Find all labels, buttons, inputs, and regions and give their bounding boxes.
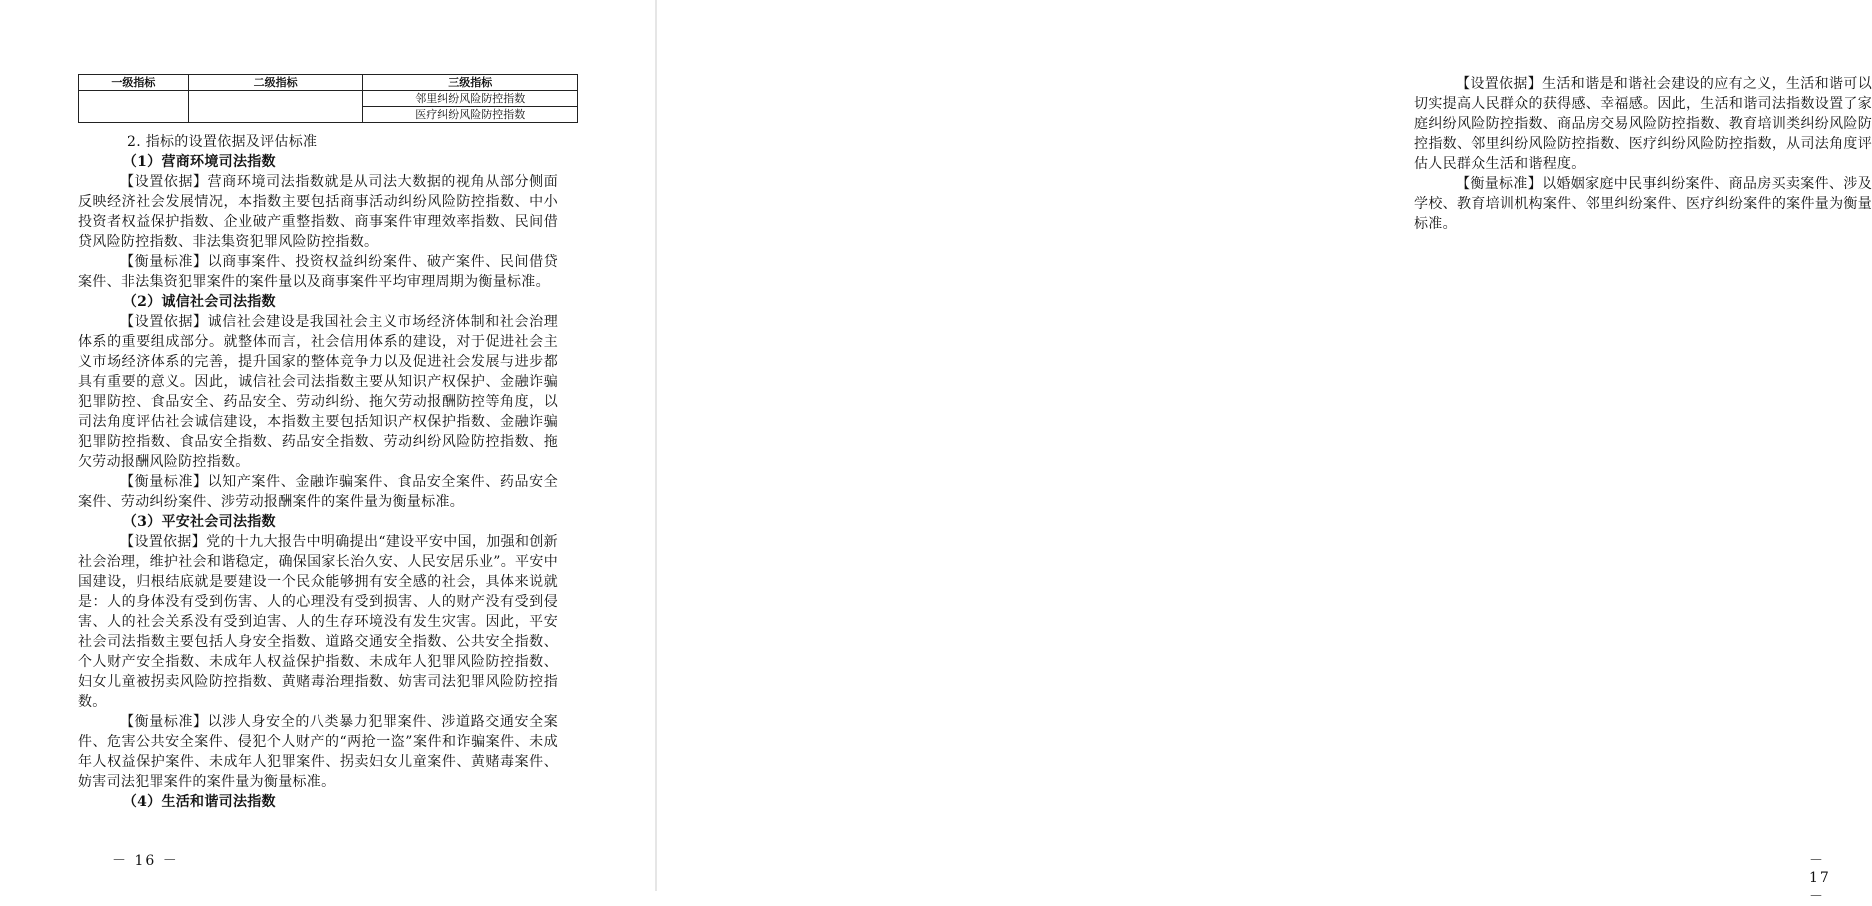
paragraph-standard: 【衡量标准】以涉人身安全的八类暴力犯罪案件、涉道路交通安全案件、危害公共安全案件、侵犯个人财产的“两抢一盗”案件和诈骗案件、未成年人权益保护案件、未成年人犯罪案件、拐卖妇女儿童案件、黄赌毒案件、妨害司法犯罪案件的案件量为衡量标准。 xyxy=(78,714,558,790)
table-cell: 邻里纠纷风险防控指数 xyxy=(363,91,578,107)
page-17 xyxy=(657,0,1872,905)
paragraph-standard: 【衡量标准】以商事案件、投资权益纠纷案件、破产案件、民间借贷案件、非法集资犯罪案件的案件量以及商事案件平均审理周期为衡量标准。 xyxy=(78,254,558,290)
header-level-1: 一级指标 xyxy=(79,75,189,91)
subsection-title: （1）营商环境司法指数 xyxy=(122,154,276,170)
table-cell: 医疗纠纷风险防控指数 xyxy=(363,107,578,123)
paragraph-standard: 【衡量标准】以知产案件、金融诈骗案件、食品安全案件、药品安全案件、劳动纠纷案件、涉劳动报酬案件的案件量为衡量标准。 xyxy=(78,474,558,510)
paragraph-basis: 【设置依据】党的十九大报告中明确提出“建设平安中国，加强和创新社会治理，维护社会和谐稳定，确保国家长治久安、人民安居乐业”。平安中国建设，归根结底就是要建设一个民众能够拥有安全感的社会，具体来说就是：人的身体没有受到伤害、人的心理没有受到损害、人的财产没有受到侵害、人的社会关系没有受到迫害、人的生存环境没有发生灾害。因此，平安社会司法指数主要包括人身安全指数、道路交通安全指数、公共安全指数、个人财产安全指数、未成年人权益保护指数、未成年人犯罪风险防控指数、妇女儿童被拐卖风险防控指数、黄赌毒治理指数、妨害司法犯罪风险防控指数。 xyxy=(78,534,558,710)
indicator-table xyxy=(78,74,578,123)
subsection-title: （4）生活和谐司法指数 xyxy=(122,794,276,810)
table-header-row xyxy=(79,75,578,91)
paragraph-basis: 【设置依据】生活和谐是和谐社会建设的应有之义，生活和谐可以切实提高人民群众的获得感、幸福感。因此，生活和谐司法指数设置了家庭纠纷风险防控指数、商品房交易风险防控指数、教育培训类纠纷风险防控指数、邻里纠纷风险防控指数、医疗纠纷风险防控指数，从司法角度评估人民群众生活和谐程度。 xyxy=(1414,76,1872,172)
paragraph-basis: 【设置依据】营商环境司法指数就是从司法大数据的视角从部分侧面反映经济社会发展情况，本指数主要包括商事活动纠纷风险防控指数、中小投资者权益保护指数、企业破产重整指数、商事案件审理效率指数、民间借贷风险防控指数、非法集资犯罪风险防控指数。 xyxy=(78,174,558,250)
table-row xyxy=(79,91,578,107)
subsection-title: （2）诚信社会司法指数 xyxy=(122,294,276,310)
header-level-3: 三级指标 xyxy=(363,75,578,91)
header-level-2: 二级指标 xyxy=(188,75,363,91)
paragraph-standard: 【衡量标准】以婚姻家庭中民事纠纷案件、商品房买卖案件、涉及学校、教育培训机构案件、邻里纠纷案件、医疗纠纷案件的案件量为衡量标准。 xyxy=(1414,176,1872,232)
page-16-body xyxy=(78,132,558,812)
table-cell xyxy=(188,91,363,123)
section-title: 2. 指标的设置依据及评估标准 xyxy=(127,134,318,150)
page-16 xyxy=(0,0,655,891)
subsection-title: （3）平安社会司法指数 xyxy=(122,514,276,530)
page-number: － 17 － xyxy=(1809,853,1831,905)
page-17-body xyxy=(1414,74,1872,234)
table-cell xyxy=(79,91,189,123)
page-number: － 16 － xyxy=(112,853,179,869)
paragraph-basis: 【设置依据】诚信社会建设是我国社会主义市场经济体制和社会治理体系的重要组成部分。就整体而言，社会信用体系的建设，对于促进社会主义市场经济体系的完善，提升国家的整体竞争力以及促进社会发展与进步都具有重要的意义。因此，诚信社会司法指数主要从知识产权保护、金融诈骗犯罪防控、食品安全、药品安全、劳动纠纷、拖欠劳动报酬防控等角度，以司法角度评估社会诚信建设，本指数主要包括知识产权保护指数、金融诈骗犯罪防控指数、食品安全指数、药品安全指数、劳动纠纷风险防控指数、拖欠劳动报酬风险防控指数。 xyxy=(78,314,558,470)
